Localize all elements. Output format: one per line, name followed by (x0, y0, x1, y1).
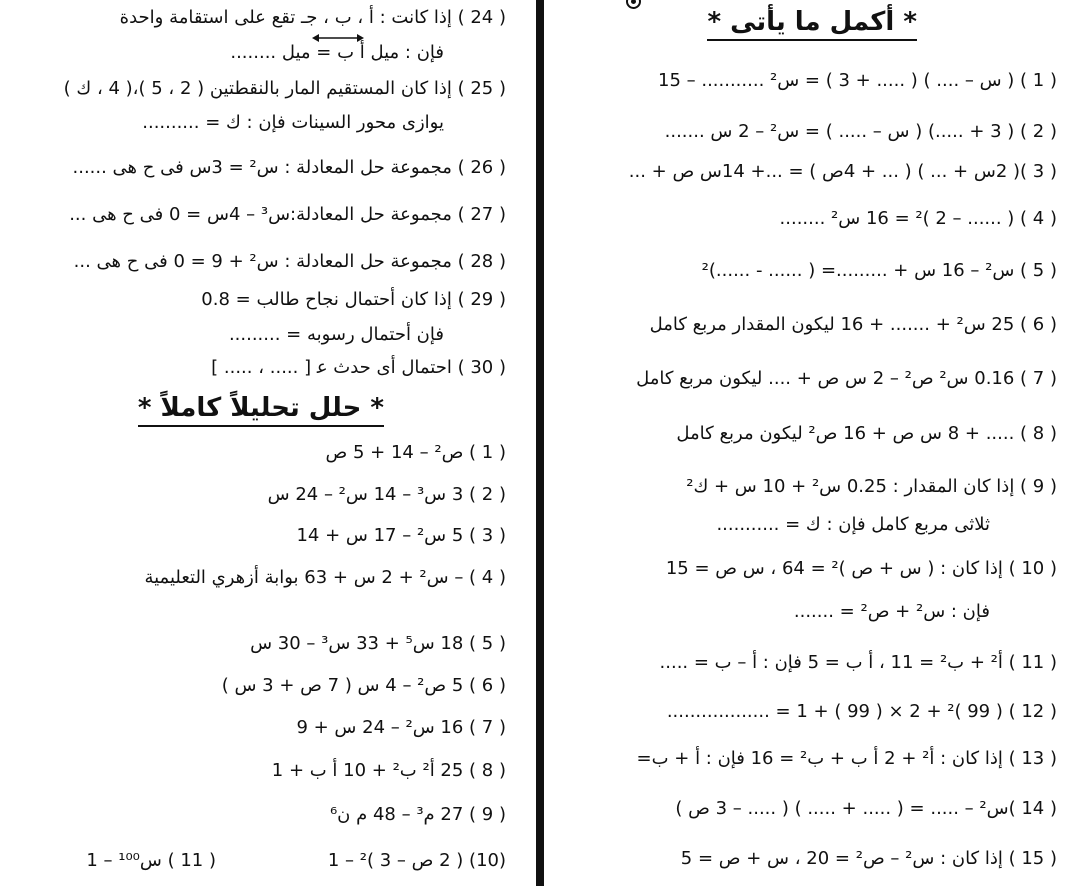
column-divider (536, 0, 544, 886)
section-heading-factorize (138, 392, 384, 424)
question-25-line-2: يوازى محور السينات فإن : ك = .......... (142, 112, 444, 133)
factor-item-5: ( 5 ) 18 س⁵ + 33 س³ – 30 س (250, 633, 506, 654)
question-28: ( 28 ) مجموعة حل المعادلة : س² + 9 = 0 فى ح هى ... (73, 251, 506, 272)
left-column (0, 0, 536, 886)
factor-item-4: ( 4 ) – س² + 2 س + 63 بوابة أزهري التعليمية (144, 567, 506, 588)
question-26: ( 26 ) مجموعة حل المعادلة : س² = 3س فى ح هى ...... (72, 157, 506, 178)
complete-item-5: ( 5 ) س² – 16 س + .........= ( ...... - ......)² (701, 260, 1057, 281)
section-heading-complete-text: * أكمل ما يأتى * (707, 7, 917, 41)
question-24-line-2: فإن : ميل أ ب = ميل ........ (230, 42, 444, 63)
complete-item-12: ( 12 ) ( 99 )² + 2 × ( 99 ) + 1 = .................. (666, 701, 1057, 722)
double-arrow-icon (312, 33, 364, 43)
complete-item-2: ( 2 ) ( 3 + .....) ( س – ..... ) = س² – 2 س ....... (664, 121, 1057, 142)
factor-item-7: ( 7 ) 16 س² – 24 س + 9 (296, 717, 506, 738)
factor-item-11: ( 11 ) س¹⁰⁰ – 1 (86, 850, 216, 871)
complete-item-6: ( 6 ) 25 س² + ....... + 16 ليكون المقدار مربع كامل (649, 314, 1057, 335)
complete-item-8: ( 8 ) ..... + 8 س ص + 16 ص² ليكون مربع كامل (676, 423, 1057, 444)
complete-item-9-line-2: ثلاثى مربع كامل فإن : ك = ........... (716, 514, 990, 535)
section-heading-complete (707, 6, 917, 38)
complete-item-4: ( 4 ) ( ...... – 2 )² = 16 س² ........ (779, 208, 1057, 229)
complete-item-10-line-2: فإن : س² + ص² = ....... (793, 601, 990, 622)
complete-item-10-line-1: ( 10 ) إذا كان : ( س + ص )² = 64 ، س ص = 15 (665, 558, 1057, 579)
factor-item-6: ( 6 ) 5 ص² – 4 س ( 7 ص + 3 س ) (221, 675, 506, 696)
question-30: ( 30 ) احتمال أى حدث ﻋ [ ..... ، ..... ] (211, 357, 506, 378)
factor-item-10: (10) ( 2 ص – 3 )² – 1 (327, 850, 506, 871)
question-29-line-2: فإن أحتمال رسوبه = ......... (228, 324, 444, 345)
factor-item-1: ( 1 ) ص² – 14 + 5 ص (325, 442, 506, 463)
complete-item-15: ( 15 ) إذا كان : س² – ص² = 20 ، س + ص = 5 (680, 848, 1057, 869)
question-27: ( 27 ) مجموعة حل المعادلة:س³ – 4س = 0 فى ح هى ... (69, 204, 506, 225)
complete-item-11: ( 11 ) أ² + ب² = 11 ، أ ب = 5 فإن : أ – ب = ..... (659, 652, 1057, 673)
factor-item-8: ( 8 ) 25 أ² ب² + 10 أ ب + 1 (271, 760, 506, 781)
question-25-line-1: ( 25 ) إذا كان المستقيم المار بالنقطتين ( 2 ، 5 )،( 4 ، ك ) (63, 78, 506, 99)
factor-item-9: ( 9 ) 27 م³ – 48 م ن⁶ (329, 804, 506, 825)
complete-item-9-line-1: ( 9 ) إذا كان المقدار : 0.25 س² + 10 س + ك² (686, 476, 1057, 497)
complete-item-1: ( 1 ) ( س – .... ) ( ..... + 3 ) = س² ........... – 15 (658, 70, 1057, 91)
factor-item-2: ( 2 ) 3 س³ – 14 س² – 24 س (267, 484, 506, 505)
complete-item-14: ( 14 )س² – ..... = ( ..... + ..... ) ( ..... – 3 ص ) (675, 798, 1057, 819)
question-24-line-1: ( 24 ) إذا كانت : أ ، ب ، جـ تقع على استقامة واحدة (119, 7, 506, 28)
complete-item-13: ( 13 ) إذا كان : أ² + 2 أ ب + ب² = 16 فإن : أ + ب= (636, 748, 1057, 769)
factor-item-3: ( 3 ) 5 س² – 17 س + 14 (296, 525, 506, 546)
section-heading-factorize-text: * حلل تحليلاً كاملاً * (138, 393, 384, 427)
question-29-line-1: ( 29 ) إذا كان أحتمال نجاح طالب = 0.8 (201, 289, 506, 310)
complete-item-3: ( 3 )( 2س + ... ) ( ... + 4ص ) = ...+ 14س ص + ... (628, 161, 1057, 182)
right-column (544, 0, 1085, 886)
complete-item-7: ( 7 ) 0.16 س² ص² – 2 س ص + .... ليكون مربع كامل (636, 368, 1057, 389)
